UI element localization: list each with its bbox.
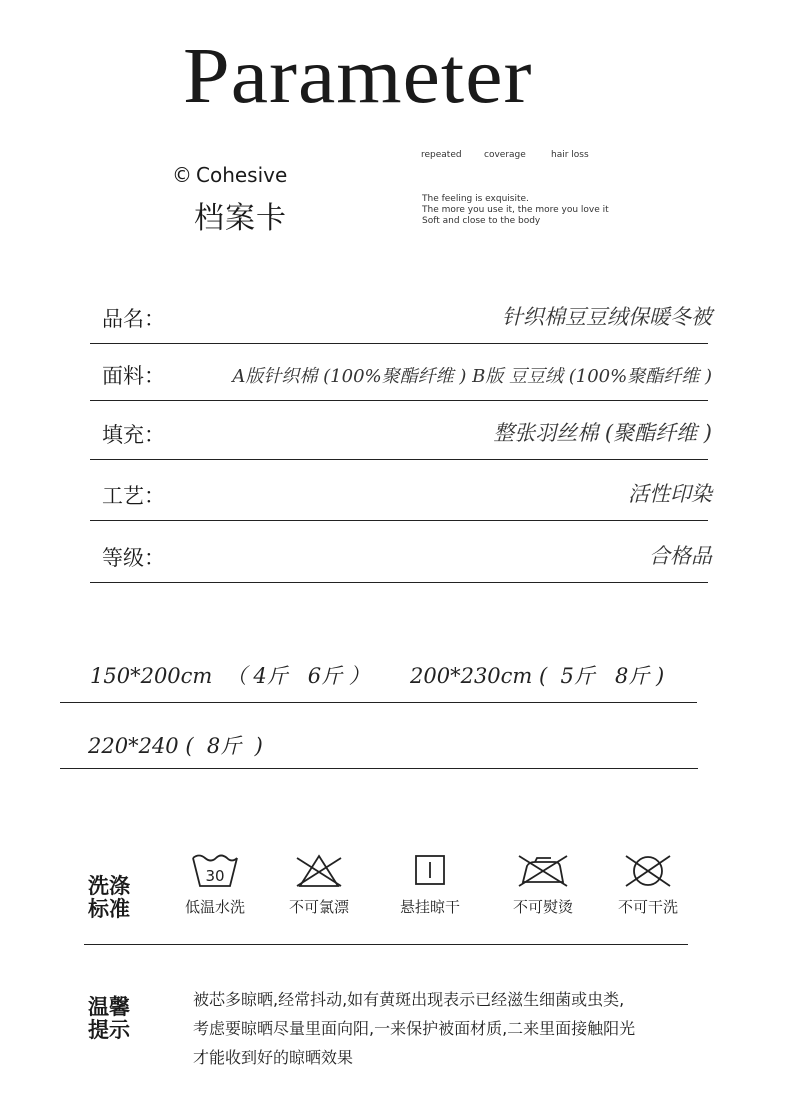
param-label: 工艺： [102,484,165,508]
param-row-craft [90,472,712,521]
tag-repeated: repeated [421,150,462,160]
care-label: 不可氯漂 [288,898,349,916]
tag-hair-loss: hair loss [551,150,589,160]
wash-30-icon [190,852,240,890]
param-label: 面料： [102,364,165,388]
param-row-fabric [90,352,712,401]
param-value: A版针织棉 (100%聚酯纤维 ) B版 豆豆绒 (100%聚酯纤维 ) [232,366,712,387]
tagline-line: Soft and close to the body [422,216,541,226]
size-option: 200*230cm ( 5斤 8斤 ) [410,664,665,688]
tips-line: 考虑要晾晒尽量里面向阳,一来保护被面材质,二来里面接触阳光 [193,1019,636,1038]
param-value: 合格品 [649,544,712,568]
copyright-icon: © [172,163,192,187]
size-option: 150*200cm （ 4斤 6斤 ） [90,664,370,688]
care-item [498,852,588,917]
param-row-grade [90,534,712,583]
tag-coverage: coverage [484,150,526,160]
care-label: 不可干洗 [617,898,678,916]
param-value: 整张羽丝棉 (聚酯纤维 ) [493,421,712,445]
brand-name: Cohesive [196,163,288,187]
param-label: 等级： [102,546,165,570]
tips-line: 才能收到好的晾晒效果 [193,1048,354,1067]
no-iron-icon [515,852,571,890]
divider [60,768,698,769]
page-title: Parameter [183,31,533,121]
care-item [170,852,260,917]
care-item [603,852,693,917]
param-label: 品名： [102,307,165,331]
param-label: 填充： [102,423,165,447]
param-value: 针织棉豆豆绒保暖冬被 [502,305,712,329]
no-dry-clean-icon [621,852,675,890]
tagline [422,194,609,227]
size-option: 220*240 ( 8斤 ) [88,734,263,758]
brand-logo [172,163,287,187]
param-row-name [90,295,712,344]
tips-text [193,985,635,1072]
care-label: 悬挂晾干 [399,898,460,916]
divider [60,702,697,703]
tagline-line: The more you use it, the more you love it [422,205,609,215]
no-bleach-icon [292,852,346,890]
divider [84,944,688,945]
tips-title: 温馨 提示 [88,995,130,1042]
param-value: 活性印染 [628,482,712,506]
param-row-filling [90,411,712,460]
card-title: 档案卡 [194,201,287,236]
care-item [274,852,364,917]
care-label: 低温水洗 [184,898,245,916]
care-title: 洗涤 标准 [88,874,130,921]
tips-line: 被芯多晾晒,经常抖动,如有黄斑出现表示已经滋生细菌或虫类, [193,990,625,1009]
care-item [385,852,475,917]
svg-text:30: 30 [205,867,225,885]
tagline-line: The feeling is exquisite. [422,194,529,204]
care-label: 不可熨烫 [512,898,573,916]
hang-dry-icon [405,852,455,890]
